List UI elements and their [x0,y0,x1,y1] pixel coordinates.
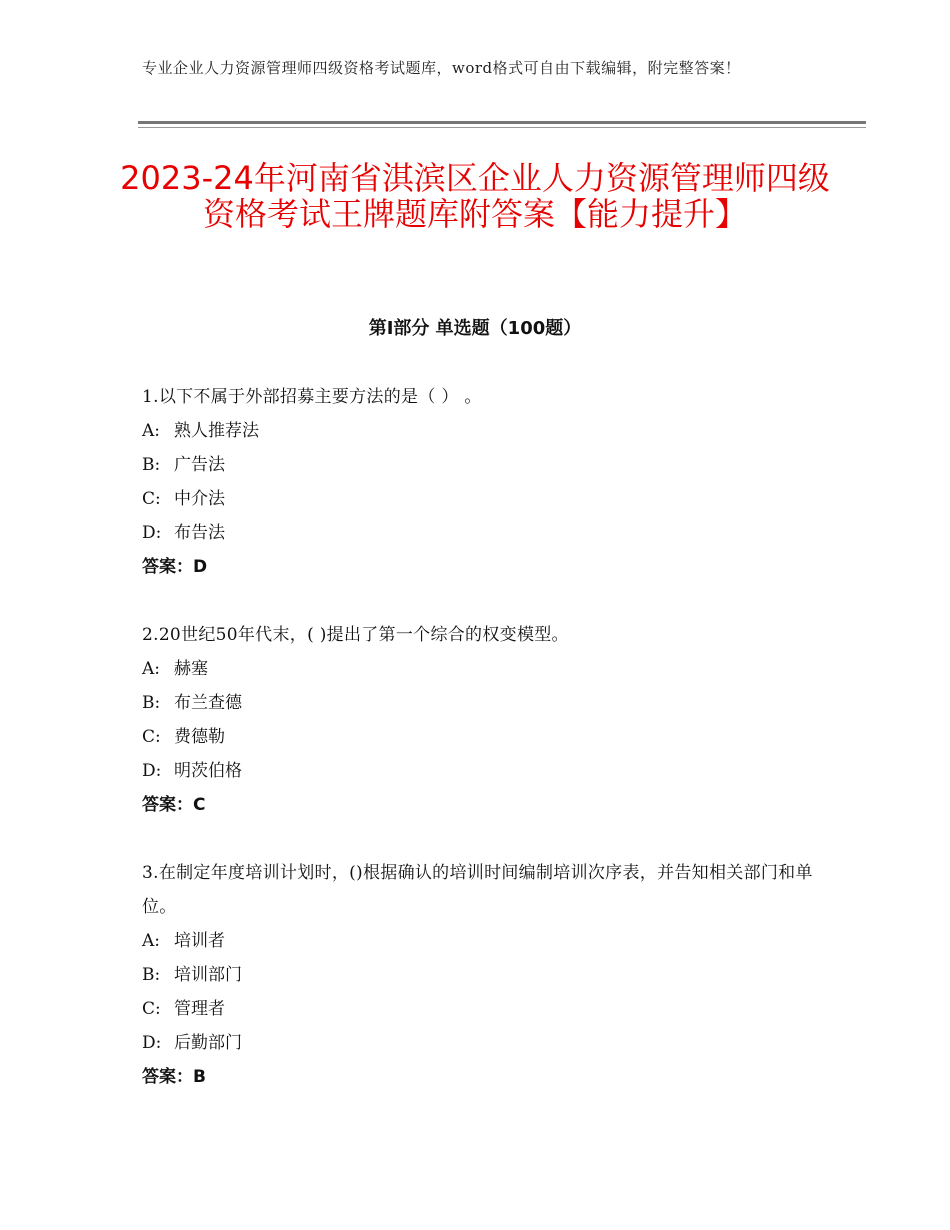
option-letter: B: [142,693,161,713]
option-a [142,652,822,686]
option-text: 布兰查德 [174,693,242,713]
option-letter: C: [142,727,161,747]
option-letter: C: [142,489,161,509]
option-c [142,992,822,1026]
question-item [142,380,822,584]
option-d [142,1026,822,1060]
option-letter: A: [142,659,161,679]
question-item [142,618,822,822]
option-letter: A: [142,931,161,951]
option-letter: A: [142,421,161,441]
option-text: 培训部门 [174,965,242,985]
question-stem: 3.在制定年度培训计划时，()根据确认的培训时间编制培训次序表，并告知相关部门和单位。 [142,863,813,917]
option-c [142,720,822,754]
option-letter: B: [142,455,161,475]
option-b [142,448,822,482]
option-letter: C: [142,999,161,1019]
option-c [142,482,822,516]
question-item [142,856,822,1094]
option-letter: D: [142,523,162,543]
option-a [142,924,822,958]
option-text: 明茨伯格 [174,761,242,781]
option-text: 管理者 [174,999,225,1019]
option-text: 赫塞 [174,659,208,679]
header-note: 专业企业人力资源管理师四级资格考试题库，word格式可自由下载编辑，附完整答案！ [142,59,741,77]
question-stem: 2.20世纪50年代末，( )提出了第一个综合的权变模型。 [142,625,569,645]
answer-line: 答案：B [142,1067,206,1087]
answer-line: 答案：D [142,557,208,577]
option-d [142,754,822,788]
section-title: 第Ⅰ部分 单选题（100题） [368,318,582,339]
option-b [142,958,822,992]
option-text: 广告法 [174,455,225,475]
question-stem: 1.以下不属于外部招募主要方法的是（ ） 。 [142,387,482,407]
option-letter: D: [142,761,162,781]
option-letter: D: [142,1033,162,1053]
option-text: 布告法 [174,523,225,543]
header-divider-thin [138,127,866,128]
option-text: 后勤部门 [174,1033,242,1053]
answer-line: 答案：C [142,795,206,815]
option-d [142,516,822,550]
option-letter: B: [142,965,161,985]
option-text: 熟人推荐法 [174,421,259,441]
option-b [142,686,822,720]
option-text: 中介法 [174,489,225,509]
document-title: 2023-24年河南省淇滨区企业人力资源管理师四级资格考试王牌题库附答案【能力提升】 [120,159,830,233]
question-list [142,380,822,1128]
option-text: 培训者 [174,931,225,951]
header-divider-thick [138,121,866,124]
option-text: 费德勒 [174,727,225,747]
option-a [142,414,822,448]
